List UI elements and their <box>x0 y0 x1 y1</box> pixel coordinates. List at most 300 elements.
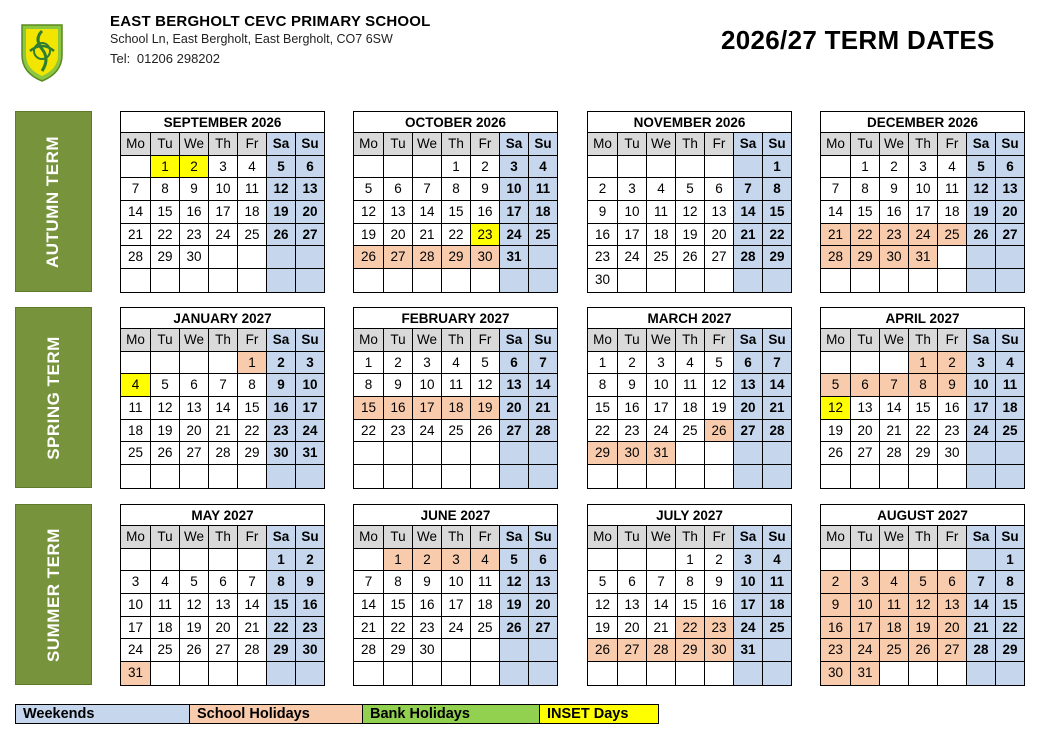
day-cell: 8 <box>763 178 791 201</box>
day-cell: 23 <box>588 246 618 269</box>
day-cell: 15 <box>588 397 618 420</box>
day-cell: 11 <box>938 178 967 201</box>
empty-cell <box>529 465 557 488</box>
empty-cell <box>296 269 324 292</box>
day-cell: 19 <box>676 224 705 247</box>
day-cell: 7 <box>354 571 384 594</box>
empty-cell <box>676 442 705 465</box>
day-cell: 13 <box>938 594 967 617</box>
day-cell: 10 <box>909 178 938 201</box>
weekday-header: Su <box>529 526 557 549</box>
weekday-header: Mo <box>121 329 151 352</box>
day-cell: 21 <box>413 224 442 247</box>
empty-cell <box>880 269 909 292</box>
weekday-header: Sa <box>267 133 296 156</box>
tel-number: 01206 298202 <box>136 51 221 66</box>
day-cell: 7 <box>529 352 557 375</box>
day-cell: 9 <box>588 201 618 224</box>
day-cell: 13 <box>734 374 763 397</box>
empty-cell <box>851 269 880 292</box>
day-cell: 20 <box>851 420 880 443</box>
day-cell: 6 <box>529 549 557 572</box>
day-cell: 30 <box>180 246 209 269</box>
empty-cell <box>851 549 880 572</box>
empty-cell <box>909 269 938 292</box>
day-cell: 3 <box>500 156 529 179</box>
empty-cell <box>296 246 324 269</box>
day-cell: 23 <box>938 420 967 443</box>
day-cell: 3 <box>121 571 151 594</box>
weekday-header: Tu <box>384 329 413 352</box>
day-cell: 21 <box>967 617 996 640</box>
day-cell: 14 <box>880 397 909 420</box>
day-cell: 2 <box>588 178 618 201</box>
day-cell: 19 <box>705 397 734 420</box>
day-cell: 27 <box>180 442 209 465</box>
day-cell: 24 <box>851 639 880 662</box>
empty-cell <box>209 465 238 488</box>
month-grid <box>588 133 791 292</box>
empty-cell <box>618 156 647 179</box>
day-cell: 14 <box>734 201 763 224</box>
day-cell: 6 <box>938 571 967 594</box>
day-cell: 28 <box>238 639 267 662</box>
day-cell: 3 <box>909 156 938 179</box>
day-cell: 9 <box>705 571 734 594</box>
empty-cell <box>238 662 267 685</box>
day-cell: 20 <box>938 617 967 640</box>
empty-cell <box>734 465 763 488</box>
day-cell: 4 <box>442 352 471 375</box>
day-cell: 25 <box>676 420 705 443</box>
empty-cell <box>151 352 180 375</box>
day-cell: 8 <box>909 374 938 397</box>
day-cell: 26 <box>967 224 996 247</box>
empty-cell <box>967 269 996 292</box>
day-cell: 26 <box>180 639 209 662</box>
day-cell: 31 <box>851 662 880 685</box>
day-cell: 21 <box>647 617 676 640</box>
weekday-header: Mo <box>821 329 851 352</box>
day-cell: 25 <box>763 617 791 640</box>
empty-cell <box>909 662 938 685</box>
month-grid <box>121 526 324 685</box>
empty-cell <box>647 156 676 179</box>
empty-cell <box>354 442 384 465</box>
empty-cell <box>238 246 267 269</box>
day-cell: 26 <box>909 639 938 662</box>
day-cell: 28 <box>967 639 996 662</box>
day-cell: 16 <box>821 617 851 640</box>
day-cell: 16 <box>880 201 909 224</box>
empty-cell <box>209 662 238 685</box>
empty-cell <box>938 662 967 685</box>
empty-cell <box>500 442 529 465</box>
day-cell: 23 <box>471 224 500 247</box>
day-cell: 31 <box>734 639 763 662</box>
day-cell: 9 <box>938 374 967 397</box>
day-cell: 21 <box>734 224 763 247</box>
day-cell: 12 <box>821 397 851 420</box>
day-cell: 22 <box>909 420 938 443</box>
day-cell: 4 <box>471 549 500 572</box>
day-cell: 28 <box>413 246 442 269</box>
day-cell: 29 <box>588 442 618 465</box>
day-cell: 26 <box>500 617 529 640</box>
empty-cell <box>909 465 938 488</box>
day-cell: 21 <box>529 397 557 420</box>
day-cell: 11 <box>763 571 791 594</box>
day-cell: 29 <box>442 246 471 269</box>
day-cell: 4 <box>763 549 791 572</box>
day-cell: 22 <box>996 617 1024 640</box>
day-cell: 26 <box>354 246 384 269</box>
day-cell: 19 <box>821 420 851 443</box>
weekday-header: Fr <box>238 133 267 156</box>
day-cell: 28 <box>354 639 384 662</box>
day-cell: 5 <box>471 352 500 375</box>
empty-cell <box>996 442 1024 465</box>
empty-cell <box>821 352 851 375</box>
month-title: AUGUST 2027 <box>821 505 1024 526</box>
day-cell: 13 <box>384 201 413 224</box>
day-cell: 6 <box>209 571 238 594</box>
weekday-header: Sa <box>500 329 529 352</box>
day-cell: 28 <box>821 246 851 269</box>
empty-cell <box>442 269 471 292</box>
day-cell: 9 <box>267 374 296 397</box>
day-cell: 13 <box>209 594 238 617</box>
day-cell: 10 <box>851 594 880 617</box>
day-cell: 29 <box>384 639 413 662</box>
weekday-header: Sa <box>734 526 763 549</box>
empty-cell <box>996 465 1024 488</box>
day-cell: 11 <box>880 594 909 617</box>
day-cell: 20 <box>209 617 238 640</box>
day-cell: 21 <box>880 420 909 443</box>
day-cell: 4 <box>676 352 705 375</box>
day-cell: 2 <box>880 156 909 179</box>
day-cell: 23 <box>413 617 442 640</box>
empty-cell <box>588 549 618 572</box>
day-cell: 22 <box>238 420 267 443</box>
weekday-header: Th <box>442 133 471 156</box>
day-cell: 12 <box>705 374 734 397</box>
empty-cell <box>121 352 151 375</box>
day-cell: 22 <box>354 420 384 443</box>
weekday-header: Th <box>676 133 705 156</box>
empty-cell <box>996 246 1024 269</box>
month-calendar <box>587 307 792 489</box>
weekday-header: We <box>880 526 909 549</box>
day-cell: 5 <box>705 352 734 375</box>
day-cell: 10 <box>296 374 324 397</box>
day-cell: 5 <box>967 156 996 179</box>
weekday-header: Tu <box>851 329 880 352</box>
month-calendar <box>353 504 558 686</box>
empty-cell <box>471 269 500 292</box>
weekday-header: Sa <box>967 526 996 549</box>
weekday-header: Su <box>996 329 1024 352</box>
day-cell: 16 <box>938 397 967 420</box>
day-cell: 27 <box>209 639 238 662</box>
empty-cell <box>354 156 384 179</box>
month-grid <box>354 329 557 488</box>
day-cell: 15 <box>267 594 296 617</box>
day-cell: 3 <box>647 352 676 375</box>
day-cell: 3 <box>296 352 324 375</box>
day-cell: 16 <box>384 397 413 420</box>
day-cell: 20 <box>705 224 734 247</box>
school-crest-logo <box>18 21 66 83</box>
day-cell: 24 <box>500 224 529 247</box>
weekday-header: Tu <box>151 329 180 352</box>
day-cell: 19 <box>500 594 529 617</box>
day-cell: 12 <box>909 594 938 617</box>
day-cell: 3 <box>413 352 442 375</box>
day-cell: 1 <box>384 549 413 572</box>
empty-cell <box>413 442 442 465</box>
day-cell: 4 <box>938 156 967 179</box>
day-cell: 7 <box>413 178 442 201</box>
day-cell: 27 <box>734 420 763 443</box>
legend-school-holidays: School Holidays <box>190 705 363 723</box>
empty-cell <box>442 662 471 685</box>
month-title: MARCH 2027 <box>588 308 791 329</box>
day-cell: 10 <box>209 178 238 201</box>
day-cell: 18 <box>151 617 180 640</box>
day-cell: 30 <box>705 639 734 662</box>
day-cell: 22 <box>384 617 413 640</box>
empty-cell <box>647 549 676 572</box>
empty-cell <box>734 156 763 179</box>
day-cell: 14 <box>647 594 676 617</box>
weekday-header: Fr <box>938 133 967 156</box>
empty-cell <box>734 269 763 292</box>
weekday-header: Fr <box>238 526 267 549</box>
day-cell: 1 <box>996 549 1024 572</box>
day-cell: 10 <box>734 571 763 594</box>
day-cell: 17 <box>618 224 647 247</box>
weekday-header: Mo <box>354 133 384 156</box>
day-cell: 9 <box>471 178 500 201</box>
day-cell: 25 <box>471 617 500 640</box>
day-cell: 24 <box>734 617 763 640</box>
day-cell: 27 <box>705 246 734 269</box>
day-cell: 6 <box>851 374 880 397</box>
day-cell: 18 <box>647 224 676 247</box>
weekday-header: We <box>180 526 209 549</box>
day-cell: 7 <box>967 571 996 594</box>
day-cell: 17 <box>647 397 676 420</box>
day-cell: 30 <box>413 639 442 662</box>
day-cell: 18 <box>938 201 967 224</box>
day-cell: 20 <box>734 397 763 420</box>
day-cell: 8 <box>588 374 618 397</box>
day-cell: 16 <box>618 397 647 420</box>
empty-cell <box>529 662 557 685</box>
empty-cell <box>529 246 557 269</box>
day-cell: 3 <box>851 571 880 594</box>
day-cell: 24 <box>618 246 647 269</box>
empty-cell <box>851 465 880 488</box>
empty-cell <box>180 465 209 488</box>
month-calendar <box>820 307 1025 489</box>
legend <box>15 704 659 724</box>
weekday-header: Tu <box>384 133 413 156</box>
school-telephone <box>110 51 223 66</box>
day-cell: 19 <box>471 397 500 420</box>
empty-cell <box>967 549 996 572</box>
day-cell: 20 <box>500 397 529 420</box>
day-cell: 17 <box>851 617 880 640</box>
day-cell: 2 <box>821 571 851 594</box>
empty-cell <box>938 465 967 488</box>
empty-cell <box>938 269 967 292</box>
day-cell: 16 <box>413 594 442 617</box>
empty-cell <box>238 269 267 292</box>
empty-cell <box>647 269 676 292</box>
day-cell: 24 <box>209 224 238 247</box>
day-cell: 16 <box>267 397 296 420</box>
day-cell: 23 <box>384 420 413 443</box>
empty-cell <box>413 465 442 488</box>
day-cell: 31 <box>121 662 151 685</box>
day-cell: 17 <box>967 397 996 420</box>
day-cell: 21 <box>763 397 791 420</box>
weekday-header: Th <box>209 329 238 352</box>
day-cell: 11 <box>121 397 151 420</box>
day-cell: 2 <box>384 352 413 375</box>
empty-cell <box>209 269 238 292</box>
day-cell: 1 <box>851 156 880 179</box>
day-cell: 17 <box>734 594 763 617</box>
month-grid <box>821 133 1024 292</box>
weekday-header: Sa <box>500 526 529 549</box>
month-title: JUNE 2027 <box>354 505 557 526</box>
day-cell: 3 <box>618 178 647 201</box>
day-cell: 16 <box>180 201 209 224</box>
day-cell: 15 <box>442 201 471 224</box>
day-cell: 11 <box>647 201 676 224</box>
weekday-header: Mo <box>588 133 618 156</box>
empty-cell <box>676 269 705 292</box>
empty-cell <box>151 549 180 572</box>
weekday-header: Tu <box>618 526 647 549</box>
weekday-header: Su <box>996 133 1024 156</box>
day-cell: 3 <box>209 156 238 179</box>
empty-cell <box>180 662 209 685</box>
empty-cell <box>618 549 647 572</box>
day-cell: 9 <box>880 178 909 201</box>
day-cell: 26 <box>676 246 705 269</box>
day-cell: 7 <box>880 374 909 397</box>
month-title: APRIL 2027 <box>821 308 1024 329</box>
term-label-autumn: AUTUMN TERM <box>15 111 92 292</box>
weekday-header: Tu <box>384 526 413 549</box>
month-title: SEPTEMBER 2026 <box>121 112 324 133</box>
day-cell: 12 <box>267 178 296 201</box>
day-cell: 17 <box>442 594 471 617</box>
empty-cell <box>705 442 734 465</box>
day-cell: 13 <box>529 571 557 594</box>
empty-cell <box>821 156 851 179</box>
day-cell: 18 <box>529 201 557 224</box>
month-grid <box>821 329 1024 488</box>
day-cell: 14 <box>529 374 557 397</box>
day-cell: 23 <box>180 224 209 247</box>
month-calendar <box>820 111 1025 293</box>
day-cell: 24 <box>967 420 996 443</box>
day-cell: 11 <box>676 374 705 397</box>
empty-cell <box>618 662 647 685</box>
empty-cell <box>384 442 413 465</box>
day-cell: 29 <box>267 639 296 662</box>
weekday-header: Mo <box>121 133 151 156</box>
day-cell: 30 <box>618 442 647 465</box>
empty-cell <box>996 269 1024 292</box>
empty-cell <box>354 549 384 572</box>
day-cell: 7 <box>821 178 851 201</box>
day-cell: 23 <box>267 420 296 443</box>
day-cell: 8 <box>384 571 413 594</box>
day-cell: 22 <box>851 224 880 247</box>
day-cell: 6 <box>180 374 209 397</box>
weekday-header: Su <box>763 329 791 352</box>
day-cell: 27 <box>618 639 647 662</box>
day-cell: 12 <box>354 201 384 224</box>
day-cell: 8 <box>151 178 180 201</box>
day-cell: 16 <box>296 594 324 617</box>
day-cell: 12 <box>588 594 618 617</box>
empty-cell <box>354 465 384 488</box>
weekday-header: Th <box>676 329 705 352</box>
day-cell: 27 <box>938 639 967 662</box>
weekday-header: Tu <box>618 133 647 156</box>
empty-cell <box>151 662 180 685</box>
empty-cell <box>267 246 296 269</box>
day-cell: 5 <box>354 178 384 201</box>
day-cell: 31 <box>500 246 529 269</box>
empty-cell <box>996 662 1024 685</box>
day-cell: 25 <box>996 420 1024 443</box>
day-cell: 28 <box>529 420 557 443</box>
day-cell: 22 <box>442 224 471 247</box>
weekday-header: Mo <box>354 526 384 549</box>
day-cell: 9 <box>296 571 324 594</box>
day-cell: 6 <box>996 156 1024 179</box>
day-cell: 26 <box>705 420 734 443</box>
empty-cell <box>938 246 967 269</box>
day-cell: 18 <box>238 201 267 224</box>
empty-cell <box>618 465 647 488</box>
day-cell: 30 <box>267 442 296 465</box>
weekday-header: Su <box>529 133 557 156</box>
day-cell: 10 <box>500 178 529 201</box>
day-cell: 21 <box>821 224 851 247</box>
empty-cell <box>471 662 500 685</box>
day-cell: 25 <box>938 224 967 247</box>
empty-cell <box>851 352 880 375</box>
empty-cell <box>821 549 851 572</box>
day-cell: 22 <box>588 420 618 443</box>
day-cell: 25 <box>647 246 676 269</box>
weekday-header: Mo <box>588 526 618 549</box>
day-cell: 13 <box>296 178 324 201</box>
empty-cell <box>500 662 529 685</box>
empty-cell <box>763 269 791 292</box>
empty-cell <box>763 465 791 488</box>
